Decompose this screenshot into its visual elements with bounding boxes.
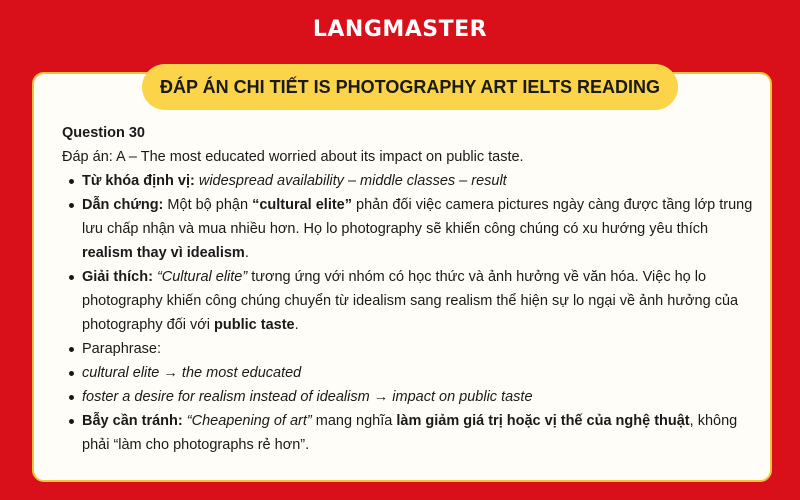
- trap-label: Bẫy cần tránh:: [82, 413, 183, 429]
- trap-bold-1: làm giảm giá trị hoặc vị thế của nghệ thuật: [396, 413, 690, 429]
- explanation-end: .: [294, 317, 299, 333]
- explanation-label: Giải thích:: [82, 269, 153, 285]
- page-title: ĐÁP ÁN CHI TIẾT IS PHOTOGRAPHY ART IELTS READING: [142, 64, 678, 110]
- answer-content: [62, 121, 762, 457]
- explanation-italic-1: “Cultural elite”: [156, 269, 248, 285]
- question-heading: Question 30: [62, 125, 145, 141]
- explanation-text-1: tương ứng với nhóm có học thức và ảnh hưởng về văn hóa. Việc họ lo photography khiến công chúng chuyển từ idealism sang realism thể hiện sự lo ngại về ảnh hưởng của photography đối với: [82, 269, 739, 333]
- keywords-text: widespread availability – middle classes – result: [198, 173, 507, 189]
- langmaster-logo: LANGMASTER: [312, 17, 488, 42]
- explanation-bold-1: public taste: [214, 317, 295, 333]
- paraphrase-item-1: cultural elite → the most educated: [82, 365, 302, 381]
- list-item-trap: [82, 409, 762, 457]
- answer-line: Đáp án: A – The most educated worried about its impact on public taste.: [62, 149, 524, 165]
- explanation-list: [62, 169, 762, 457]
- list-item-paraphrase-2: [82, 385, 762, 409]
- keywords-label: Từ khóa định vị:: [82, 173, 195, 189]
- list-item-explanation: [82, 265, 762, 337]
- list-item-paraphrase-1: [82, 361, 762, 385]
- evidence-label: Dẫn chứng:: [82, 197, 164, 213]
- list-item-paraphrase: [82, 337, 762, 361]
- evidence-text-2: phản đối việc camera pictures ngày càng được tầng lớp trung lưu chấp nhận và mua nhiều hơn. Họ lo photography sẽ khiến công chúng có xu hướng yêu thích: [82, 197, 753, 237]
- trap-text-1: mang nghĩa: [315, 413, 393, 429]
- evidence-text-1: Một bộ phận: [167, 197, 249, 213]
- list-item-evidence: [82, 193, 762, 265]
- trap-text-2: , không phải “làm cho photographs rẻ hơn”.: [82, 413, 738, 453]
- paraphrase-label: Paraphrase:: [82, 341, 161, 357]
- evidence-bold-1: “cultural elite”: [252, 197, 352, 213]
- evidence-bold-2: realism thay vì idealism: [82, 245, 245, 261]
- list-item-keywords: [82, 169, 762, 193]
- paraphrase-item-2: foster a desire for realism instead of idealism → impact on public taste: [82, 389, 533, 405]
- evidence-end: .: [244, 245, 249, 261]
- trap-italic-1: “Cheapening of art”: [186, 413, 312, 429]
